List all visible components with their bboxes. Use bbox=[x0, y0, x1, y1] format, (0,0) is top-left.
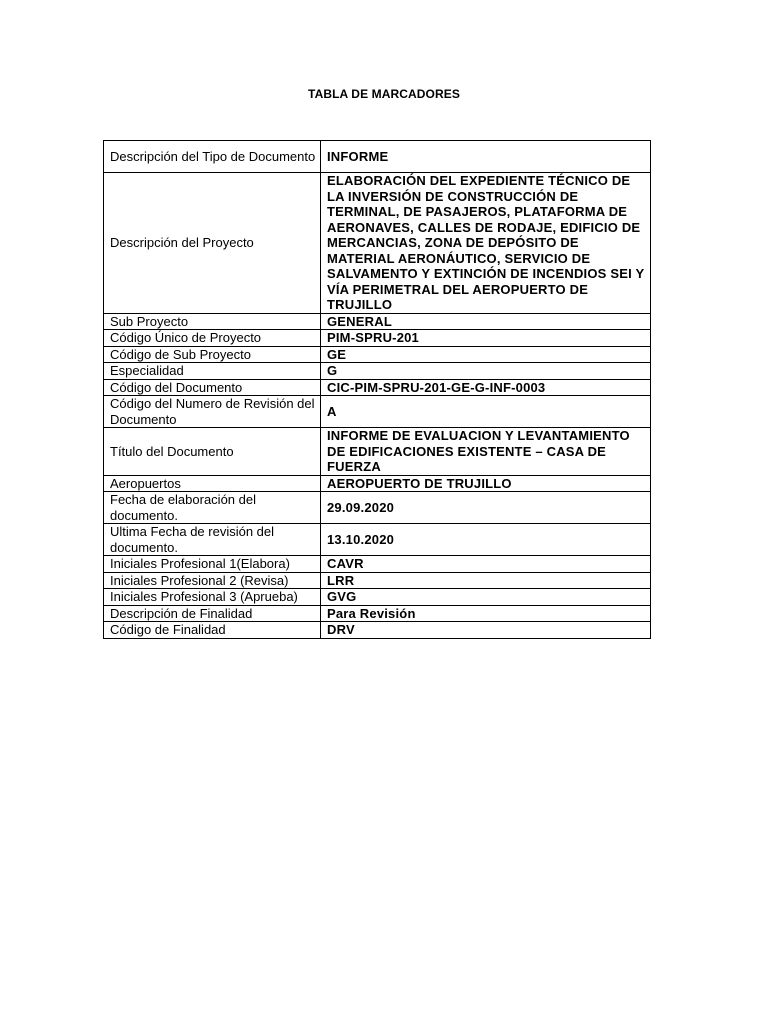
row-value-project-description: ELABORACIÓN DEL EXPEDIENTE TÉCNICO DE LA INVERSIÓN DE CONSTRUCCIÓN DE TERMINAL, DE PASAJEROS, PLATAFORMA DE AERONAVES, CALLES DE RODAJE, EDIFICIO DE MERCANCIAS, ZONA DE DEPÓSITO DE MATERIAL AERONÁUTICO, SERVICIO DE SALVAMENTO Y EXTINCIÓN DE INCENDIOS SEI Y VÍA PERIMETRAL DEL AEROPUERTO DE TRUJILLO bbox=[321, 173, 651, 314]
table-row bbox=[104, 524, 651, 556]
row-value-initials-reviewed: LRR bbox=[321, 572, 651, 589]
table-row bbox=[104, 428, 651, 476]
row-label-purpose-description: Descripción de Finalidad bbox=[104, 605, 321, 622]
table-row bbox=[104, 572, 651, 589]
table-row bbox=[104, 313, 651, 330]
row-label-document-code: Código del Documento bbox=[104, 379, 321, 396]
table-row bbox=[104, 346, 651, 363]
row-value-purpose-description: Para Revisión bbox=[321, 605, 651, 622]
row-value-document-title: INFORME DE EVALUACION Y LEVANTAMIENTO DE EDIFICACIONES EXISTENTE – CASA DE FUERZA bbox=[321, 428, 651, 476]
row-value-initials-approved: GVG bbox=[321, 589, 651, 606]
row-value-revision-date: 13.10.2020 bbox=[321, 524, 651, 556]
row-value-subproject-code: GE bbox=[321, 346, 651, 363]
row-value-document-code: CIC-PIM-SPRU-201-GE-G-INF-0003 bbox=[321, 379, 651, 396]
row-label-revision-number: Código del Numero de Revisión del Documento bbox=[104, 396, 321, 428]
row-value-document-type: INFORME bbox=[321, 141, 651, 173]
row-label-creation-date: Fecha de elaboración del documento. bbox=[104, 492, 321, 524]
row-label-purpose-code: Código de Finalidad bbox=[104, 622, 321, 639]
table-row bbox=[104, 622, 651, 639]
row-value-initials-prepared: CAVR bbox=[321, 556, 651, 573]
row-value-project-code: PIM-SPRU-201 bbox=[321, 330, 651, 347]
row-label-subproject-code: Código de Sub Proyecto bbox=[104, 346, 321, 363]
table-row bbox=[104, 363, 651, 380]
row-label-subproject: Sub Proyecto bbox=[104, 313, 321, 330]
row-label-revision-date: Ultima Fecha de revisión del documento. bbox=[104, 524, 321, 556]
table-row bbox=[104, 141, 651, 173]
row-value-revision-number: A bbox=[321, 396, 651, 428]
table-row bbox=[104, 173, 651, 314]
table-row bbox=[104, 379, 651, 396]
table-row bbox=[104, 556, 651, 573]
row-label-initials-approved: Iniciales Profesional 3 (Aprueba) bbox=[104, 589, 321, 606]
table-row bbox=[104, 475, 651, 492]
row-label-project-code: Código Único de Proyecto bbox=[104, 330, 321, 347]
row-value-airports: AEROPUERTO DE TRUJILLO bbox=[321, 475, 651, 492]
row-value-purpose-code: DRV bbox=[321, 622, 651, 639]
table-row bbox=[104, 330, 651, 347]
table-row bbox=[104, 396, 651, 428]
row-value-subproject: GENERAL bbox=[321, 313, 651, 330]
row-label-airports: Aeropuertos bbox=[104, 475, 321, 492]
table-row bbox=[104, 589, 651, 606]
table-row bbox=[104, 492, 651, 524]
row-label-specialty: Especialidad bbox=[104, 363, 321, 380]
row-label-initials-prepared: Iniciales Profesional 1(Elabora) bbox=[104, 556, 321, 573]
row-value-creation-date: 29.09.2020 bbox=[321, 492, 651, 524]
row-label-initials-reviewed: Iniciales Profesional 2 (Revisa) bbox=[104, 572, 321, 589]
table-row bbox=[104, 605, 651, 622]
bookmarks-table bbox=[103, 140, 651, 639]
row-label-document-title: Título del Documento bbox=[104, 428, 321, 476]
row-label-document-type: Descripción del Tipo de Documento bbox=[104, 141, 321, 173]
row-value-specialty: G bbox=[321, 363, 651, 380]
page-title: TABLA DE MARCADORES bbox=[308, 87, 460, 101]
row-label-project-description: Descripción del Proyecto bbox=[104, 173, 321, 314]
